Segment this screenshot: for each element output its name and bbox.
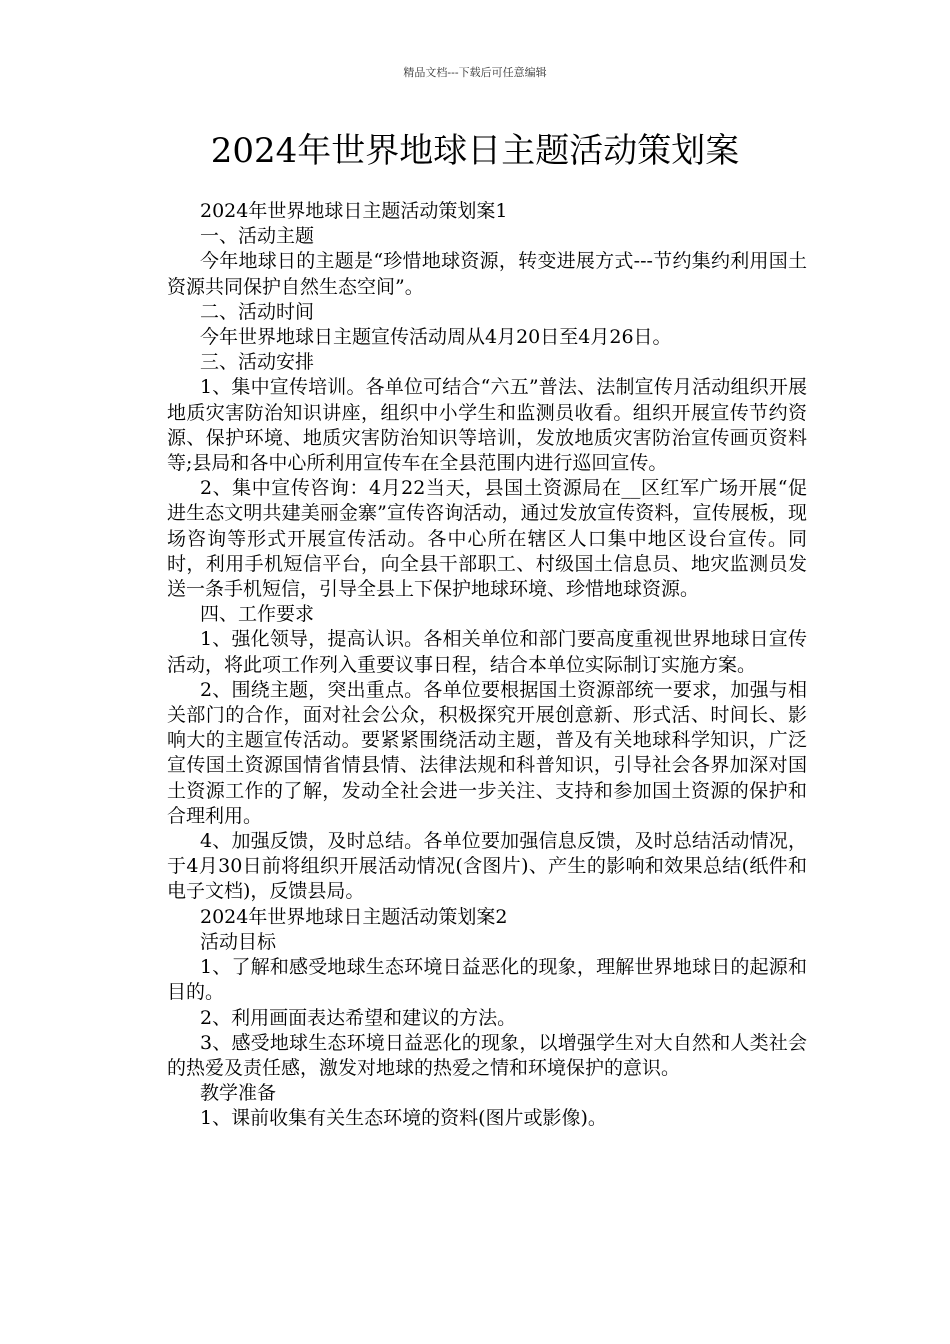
- paragraph-preparation-1: 1、课前收集有关生态环境的资料(图片或影像)。: [200, 1107, 607, 1130]
- paragraph-time: 今年世界地球日主题宣传活动周从4月20日至4月26日。: [200, 326, 672, 349]
- paragraph-goal-3: 3、感受地球生态环境日益恶化的现象，以增强学生对大自然和人类社会的热爱及责任感，激发对地球的热爱之情和环境保护的意识。: [167, 1031, 807, 1079]
- header-note: 精品文档---下载后可任意编辑: [403, 66, 547, 79]
- plan-heading-2: 2024年世界地球日主题活动策划案2: [200, 905, 508, 928]
- document-body: [167, 199, 807, 1132]
- plan-heading-1: 2024年世界地球日主题活动策划案1: [200, 200, 508, 222]
- section-heading-requirements: 四、工作要求: [200, 603, 315, 626]
- paragraph-arrangement-2: 2、集中宣传咨询：4月22当天，县国土资源局在__区红军广场开展“促进生态文明共建美丽金寨”宣传咨询活动，通过发放宣传资料，宣传展板，现场咨询等形式开展宣传活动。各中心所在辖区人口集中地区设台宣传。同时，利用手机短信平台，向全县干部职工、村级国土信息员、地灾监测员发送一条手机短信，引导全县上下保护地球环境、珍惜地球资源。: [167, 477, 807, 601]
- paragraph-requirement-2: 2、围绕主题，突出重点。各单位要根据国土资源部统一要求，加强与相关部门的合作，面对社会公众，积极探究开展创意新、形式活、时间长、影响大的主题宣传活动。要紧紧围绕活动主题，普及有关地球科学知识，广泛宣传国土资源国情省情县情、法律法规和科普知识，引导社会各界加深对国土资源工作的了解，发动全社会进一步关注、支持和参加国土资源的保护和合理利用。: [167, 678, 807, 827]
- paragraph-requirement-4: 4、加强反馈，及时总结。各单位要加强信息反馈，及时总结活动情况，于4月30日前将组织开展活动情况(含图片)、产生的影响和效果总结(纸件和电子文档)，反馈县局。: [167, 830, 807, 903]
- paragraph-arrangement-1: 1、集中宣传培训。各单位可结合“六五”普法、法制宣传月活动组织开展地质灾害防治知识讲座，组织中小学生和监测员收看。组织开展宣传节约资源、保护环境、地质灾害防治知识等培训，发放地质灾害防治宣传画页资料等;县局和各中心所利用宣传车在全县范围内进行巡回宣传。: [167, 376, 807, 475]
- document-title: 2024年世界地球日主题活动策划案: [210, 131, 740, 171]
- paragraph-goal-2: 2、利用画面表达希望和建议的方法。: [200, 1006, 517, 1029]
- paragraph-requirement-1: 1、强化领导，提高认识。各相关单位和部门要高度重视世界地球日宣传活动，将此项工作列入重要议事日程，结合本单位实际制订实施方案。: [167, 628, 807, 676]
- section-heading-arrangement: 三、活动安排: [200, 351, 315, 374]
- section-heading-time: 二、活动时间: [200, 300, 315, 323]
- section-heading-goals: 活动目标: [200, 930, 277, 953]
- paragraph-goal-1: 1、了解和感受地球生态环境日益恶化的现象，理解世界地球日的起源和目的。: [167, 956, 807, 1004]
- section-heading-theme: 一、活动主题: [200, 225, 315, 248]
- section-heading-preparation: 教学准备: [200, 1082, 277, 1105]
- paragraph-theme: 今年地球日的主题是“珍惜地球资源，转变进展方式---节约集约利用国土资源共同保护自然生态空间”。: [167, 250, 807, 298]
